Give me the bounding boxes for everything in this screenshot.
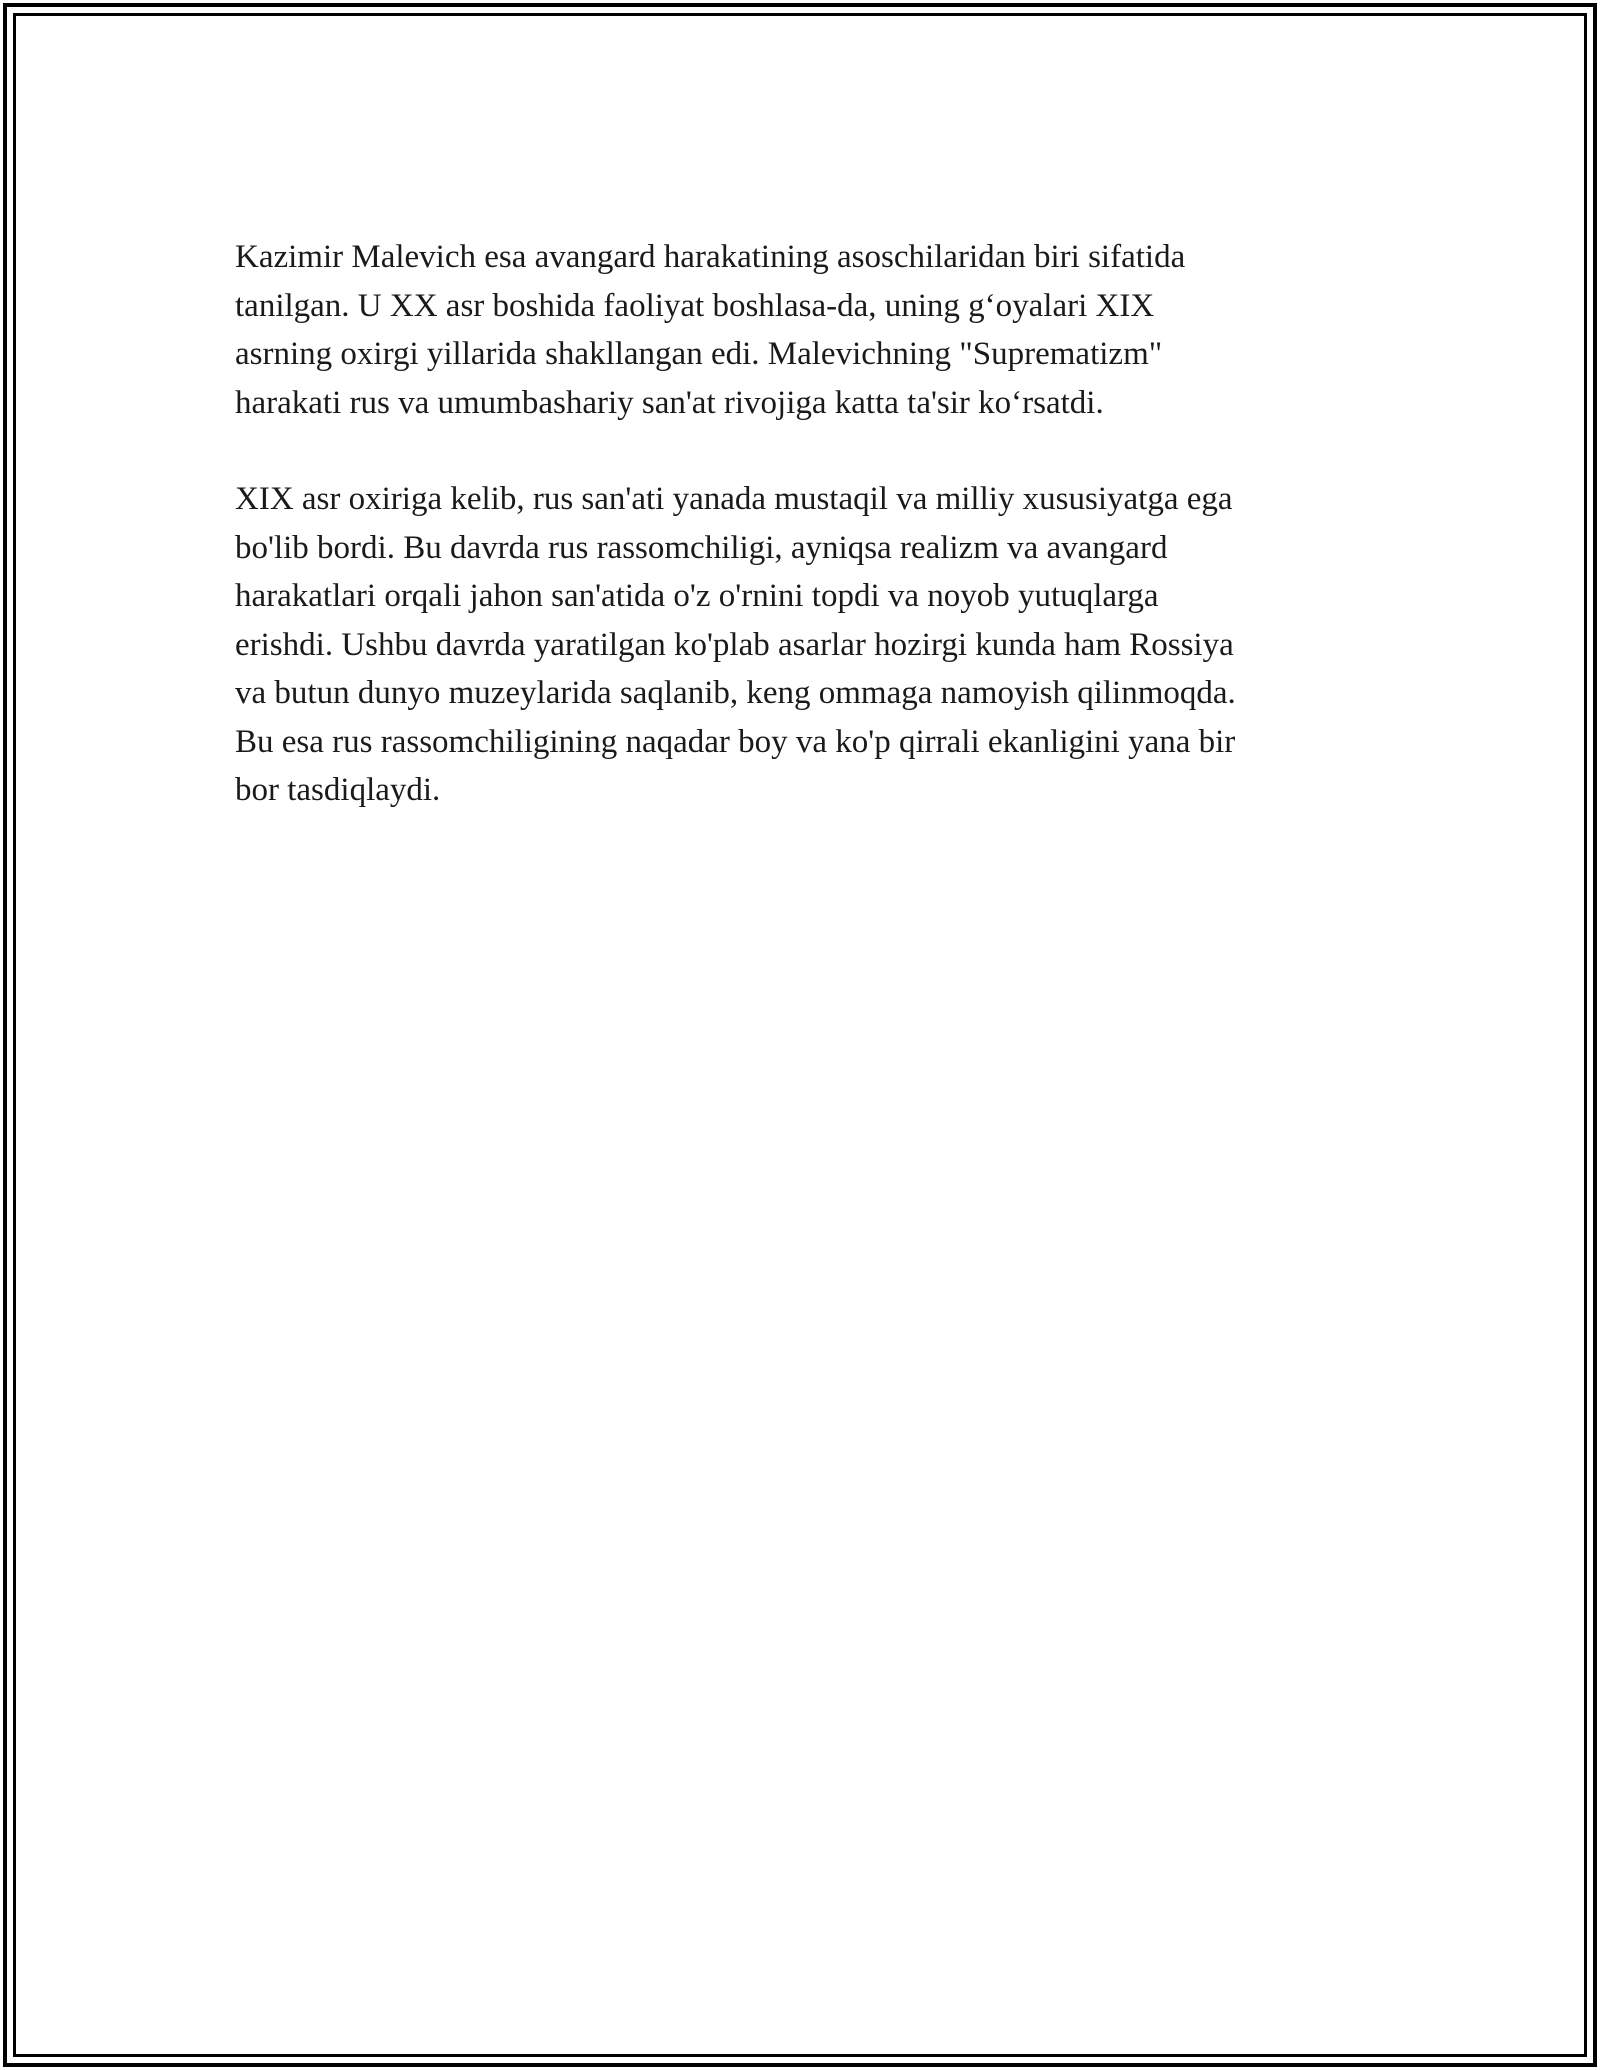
paragraph-xix-century: XIX asr oxiriga kelib, rus san'ati yanada mustaqil va milliy xususiyatga ega bo'lib bordi. Bu davrda rus rassomchiligi, ayniqsa realizm va avangard harakatlari orqali jahon san'atida o'z o'rnini topdi va noyob yutuqlarga erishdi. Ushbu davrda yaratilgan ko'plab asarlar hozirgi kunda ham Rossiya va butun dunyo muzeylarida saqlanib, keng ommaga namoyish qilinmoqda. Bu esa rus rassomchiligining naqadar boy va ko'p qirrali ekanligini yana bir bor tasdiqlaydi. — [235, 481, 1236, 808]
paragraph-malevich: Kazimir Malevich esa avangard harakatining asoschilaridan biri sifatida tanilgan. U XX asr boshida faoliyat boshlasa-da, uning g‘oyalari XIX asrning oxirgi yillarida shakllangan edi. Malevichning "Suprematizm" harakati rus va umumbashariy san'at rivojiga katta ta'sir ko‘rsatdi. — [235, 239, 1186, 421]
document-body — [235, 233, 1375, 863]
